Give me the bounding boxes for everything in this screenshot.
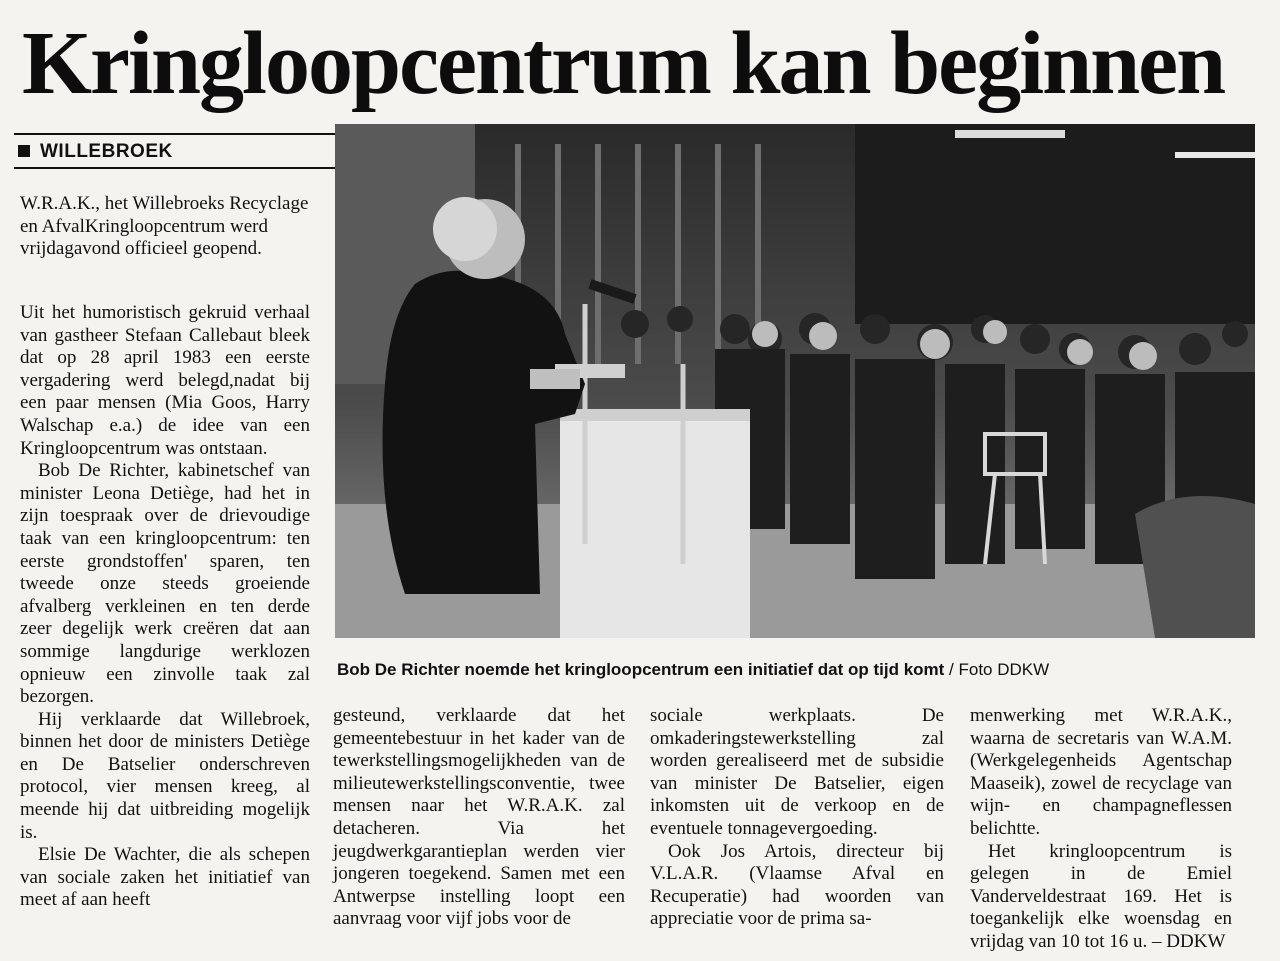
paragraph: Ook Jos Artois, directeur bij V.L.A.R. (Vlaamse Afval en Recuperatie) had woorden van appreciatie voor de prima sa- [650,840,944,930]
kicker-rule-top [14,133,336,135]
photo-credit: / Foto DDKW [944,660,1050,679]
square-bullet-icon [18,145,30,157]
article-column-1 [20,302,310,912]
kicker-rule-bottom [14,167,336,169]
article-column-3 [650,705,944,931]
headline: Kringloopcentrum kan beginnen [22,14,1225,113]
paragraph: gesteund, verklaarde dat het gemeentebestuur in het kader van de tewerkstellingsmogelijkheden van de milieutewerkstellingsconventie, twee mensen naar het W.R.A.K. zal detacheren. Via het jeugdwerkgarantieplan werden vier jongeren toegekend. Samen met een Antwerpse instelling loopt een aanvraag voor vijf jobs voor de [333,705,625,930]
article-column-4 [970,705,1232,954]
lead-paragraph: W.R.A.K., het Willebroeks Recyclage en AfvalKringloopcentrum werd vrijdagavond officieel geopend. [20,193,309,260]
caption-text: Bob De Richter noemde het kringloopcentrum een initiatief dat op tijd komt [337,660,945,679]
article-column-2 [333,705,625,931]
news-photo [335,124,1255,638]
paragraph: Het kringloopcentrum is gelegen in de Emiel Vanderveldestraat 169. Het is toegankelijk elke woensdag en vrijdag van 10 tot 16 u. – DDKW [970,840,1232,952]
kicker-label: WILLEBROEK [40,141,173,162]
paragraph: Hij verklaarde dat Willebroek, binnen het door de ministers Detiège en De Batselier onderschreven protocol, vier mensen kreeg, al meende hij dat uitbreiding mogelijk is. [20,708,310,843]
paragraph: Uit het humoristisch gekruid verhaal van gastheer Stefaan Callebaut bleek dat op 28 april 1983 een eerste vergadering werd belegd,nadat bij een paar mensen (Mia Goos, Harry Walschap e.a.) de idee van een Kringloopcentrum was ontstaan. [20,302,310,459]
photo-caption [337,657,1267,683]
paragraph: Elsie De Wachter, die als schepen van sociale zaken het initiatief van meet af aan heeft [20,844,310,911]
paragraph: sociale werkplaats. De omkaderingstewerkstelling zal worden gerealiseerd met de subsidie van minister De Batselier, eigen inkomsten uit de verkoop en de eventuele tonnagevergoeding. [650,705,944,839]
section-kicker [14,141,336,163]
audience-photo-illustration [335,124,1255,638]
paragraph: menwerking met W.R.A.K., waarna de secretaris van W.A.M. (Werkgelegenheids Agentschap Maaseik), zowel de recyclage van wijn- en champagneflessen belichtte. [970,705,1232,839]
paragraph: Bob De Richter, kabinetschef van minister Leona Detiège, had het in zijn toespraak over de drievoudige taak van een kringloopcentrum: ten eerste grondstoffen' sparen, ten tweede onze steeds groeiende afvalberg verkleinen en ten derde zeer degelijk werk creëren dat aan sommige langdurige werklozen opnieuw een zinvolle taak zal bezorgen. [20,460,310,708]
